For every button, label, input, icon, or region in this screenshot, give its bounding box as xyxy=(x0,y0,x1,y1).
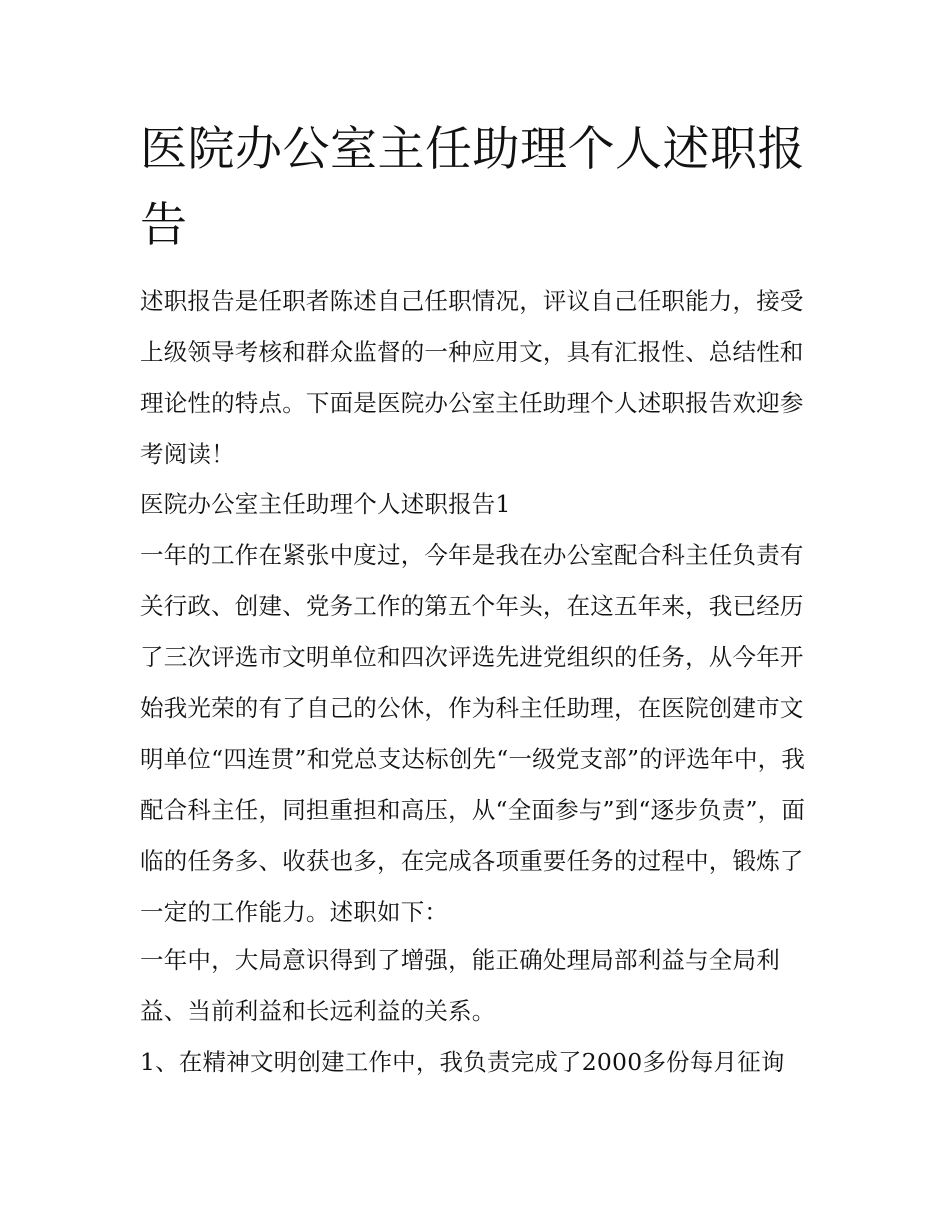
list-item-1: 1、在精神文明创建工作中，我负责完成了2000多份每月征询 xyxy=(140,1048,785,1076)
body-paragraph: 一年的工作在紧张中度过，今年是我在办公室配合科主任负责有关行政、创建、党务工作的第五个年头，在这五年来，我已经历了三次评选市文明单位和四次评选先进党组织的任务，从今年开始我光荣的有了自己的公休，作为科主任助理，在医院创建市文明单位“四连贯”和党总支达标创先“一级党支部”的评选年中，我配合科主任，同担重担和高压，从“全面参与”到“逐步负责”，面临的任务多、收获也多，在完成各项重要任务的过程中，锻炼了一定的工作能力。述职如下： xyxy=(140,541,806,926)
document-title: 医院办公室主任助理个人述职报告 xyxy=(140,122,805,253)
intro-paragraph: 述职报告是任职者陈述自己任职情况，评议自己任职能力，接受上级领导考核和群众监督的一种应用文，具有汇报性、总结性和理论性的特点。下面是医院办公室主任助理个人述职报告欢迎参考阅读！ xyxy=(140,287,804,468)
body-paragraph-2: 一年中，大局意识得到了增强，能正确处理局部利益与全局利益、当前利益和长远利益的关系。 xyxy=(140,946,780,1025)
section-heading: 医院办公室主任助理个人述职报告1 xyxy=(140,490,511,518)
